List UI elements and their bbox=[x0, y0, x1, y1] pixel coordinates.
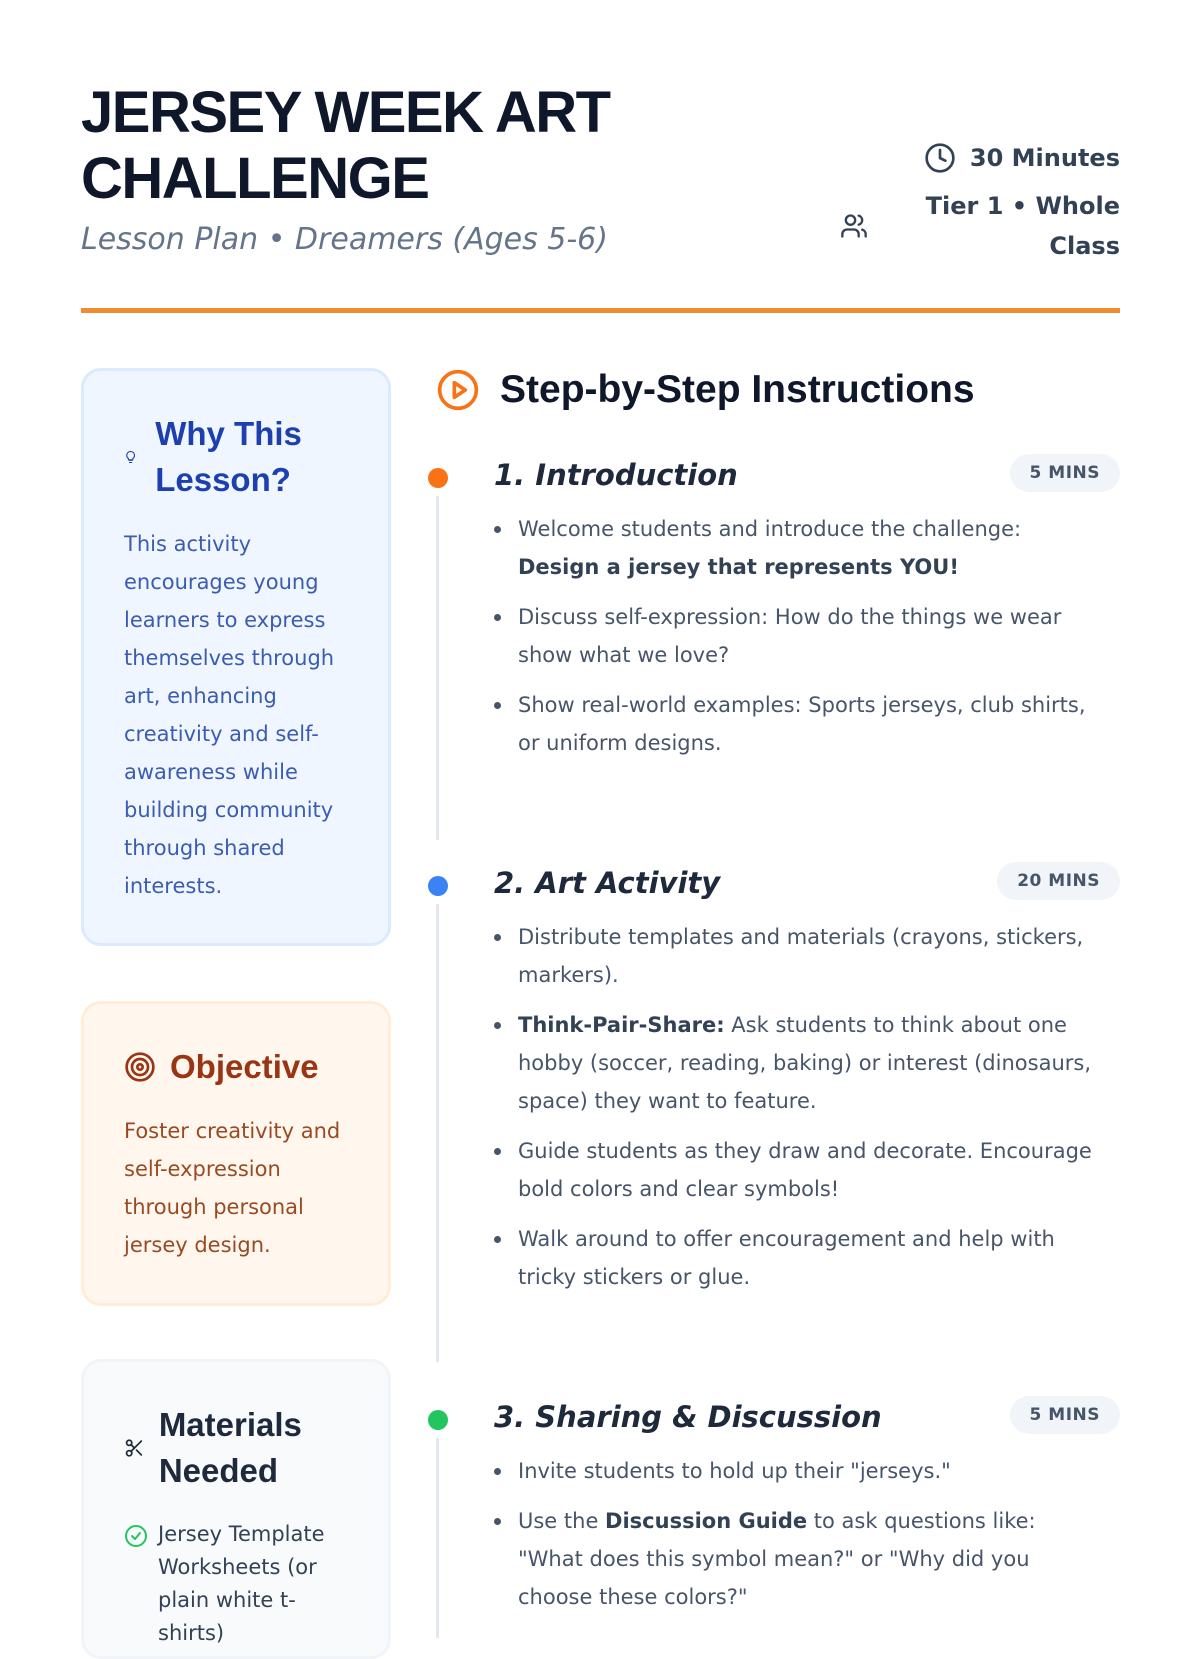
duration-badge: 5 MINS bbox=[1010, 454, 1120, 492]
clock-icon bbox=[924, 142, 956, 174]
bullet-item: Use the Discussion Guide to ask questions like: "What does this symbol mean?" or "Why did you choose these colors?" bbox=[494, 1502, 1104, 1616]
duration-meta bbox=[924, 142, 1120, 174]
step-connector bbox=[436, 496, 439, 840]
materials-list-item bbox=[124, 1518, 348, 1650]
step-marker bbox=[428, 1410, 448, 1430]
why-card-header bbox=[124, 411, 348, 503]
instructions-header bbox=[436, 368, 975, 412]
tier-text: Tier 1 • Whole Class bbox=[925, 192, 1120, 260]
materials-card bbox=[81, 1359, 391, 1659]
objective-card bbox=[81, 1001, 391, 1306]
bullet-item: Guide students as they draw and decorate. Encourage bold colors and clear symbols! bbox=[494, 1132, 1104, 1208]
scissors-icon bbox=[124, 1437, 145, 1459]
why-card-title: Why This Lesson? bbox=[155, 415, 302, 498]
objective-card-title: Objective bbox=[170, 1048, 319, 1085]
target-icon bbox=[124, 1051, 156, 1083]
step-connector bbox=[436, 1438, 439, 1638]
step-bullets bbox=[494, 510, 1104, 774]
bullet-item: Welcome students and introduce the challenge: Design a jersey that represents YOU! bbox=[494, 510, 1104, 586]
materials-card-title: Materials Needed bbox=[158, 1406, 302, 1489]
step-bullets bbox=[494, 1452, 1104, 1628]
page-title: JERSEY WEEK ART CHALLENGE bbox=[81, 80, 610, 211]
header bbox=[81, 80, 1120, 306]
step-bullets bbox=[494, 918, 1104, 1308]
materials-card-header bbox=[124, 1402, 348, 1494]
why-card bbox=[81, 368, 391, 946]
users-meta bbox=[840, 212, 868, 245]
step-title: 1. Introduction bbox=[494, 458, 738, 492]
materials-item-text: Jersey Template Worksheets (or plain white t-shirts) bbox=[158, 1522, 325, 1645]
bullet-item: Invite students to hold up their "jerseys." bbox=[494, 1452, 1104, 1490]
instructions-title: Step-by-Step Instructions bbox=[500, 368, 975, 411]
step-title: 2. Art Activity bbox=[494, 866, 721, 900]
objective-card-header bbox=[124, 1044, 348, 1090]
step-title: 3. Sharing & Discussion bbox=[494, 1400, 882, 1434]
step-connector bbox=[436, 904, 439, 1362]
play-circle-icon bbox=[436, 368, 480, 412]
check-circle-icon bbox=[124, 1524, 148, 1548]
lightbulb-icon bbox=[124, 444, 137, 470]
bullet-item: Walk around to offer encouragement and help with tricky stickers or glue. bbox=[494, 1220, 1104, 1296]
duration-badge: 5 MINS bbox=[1010, 1396, 1120, 1434]
step-marker bbox=[428, 876, 448, 896]
bullet-item: Discuss self-expression: How do the things we wear show what we love? bbox=[494, 598, 1104, 674]
objective-card-body: Foster creativity and self-expression through personal jersey design. bbox=[124, 1119, 341, 1257]
users-icon bbox=[840, 212, 868, 240]
duration-badge: 20 MINS bbox=[997, 862, 1120, 900]
bullet-item: Distribute templates and materials (crayons, stickers, markers). bbox=[494, 918, 1104, 994]
bullet-item: Show real-world examples: Sports jerseys, club shirts, or uniform designs. bbox=[494, 686, 1104, 762]
step-marker bbox=[428, 468, 448, 488]
duration-text: 30 Minutes bbox=[969, 144, 1120, 172]
lesson-plan-page bbox=[81, 0, 1120, 1645]
bullet-item: Think-Pair-Share: Ask students to think about one hobby (soccer, reading, baking) or interest (dinosaurs, space) they want to feature. bbox=[494, 1006, 1104, 1120]
page-subtitle: Lesson Plan • Dreamers (Ages 5-6) bbox=[81, 222, 608, 257]
header-divider bbox=[81, 308, 1120, 313]
why-card-body: This activity encourages young learners to express themselves through art, enhancing creativity and self-awareness while building community through shared interests. bbox=[124, 532, 335, 898]
